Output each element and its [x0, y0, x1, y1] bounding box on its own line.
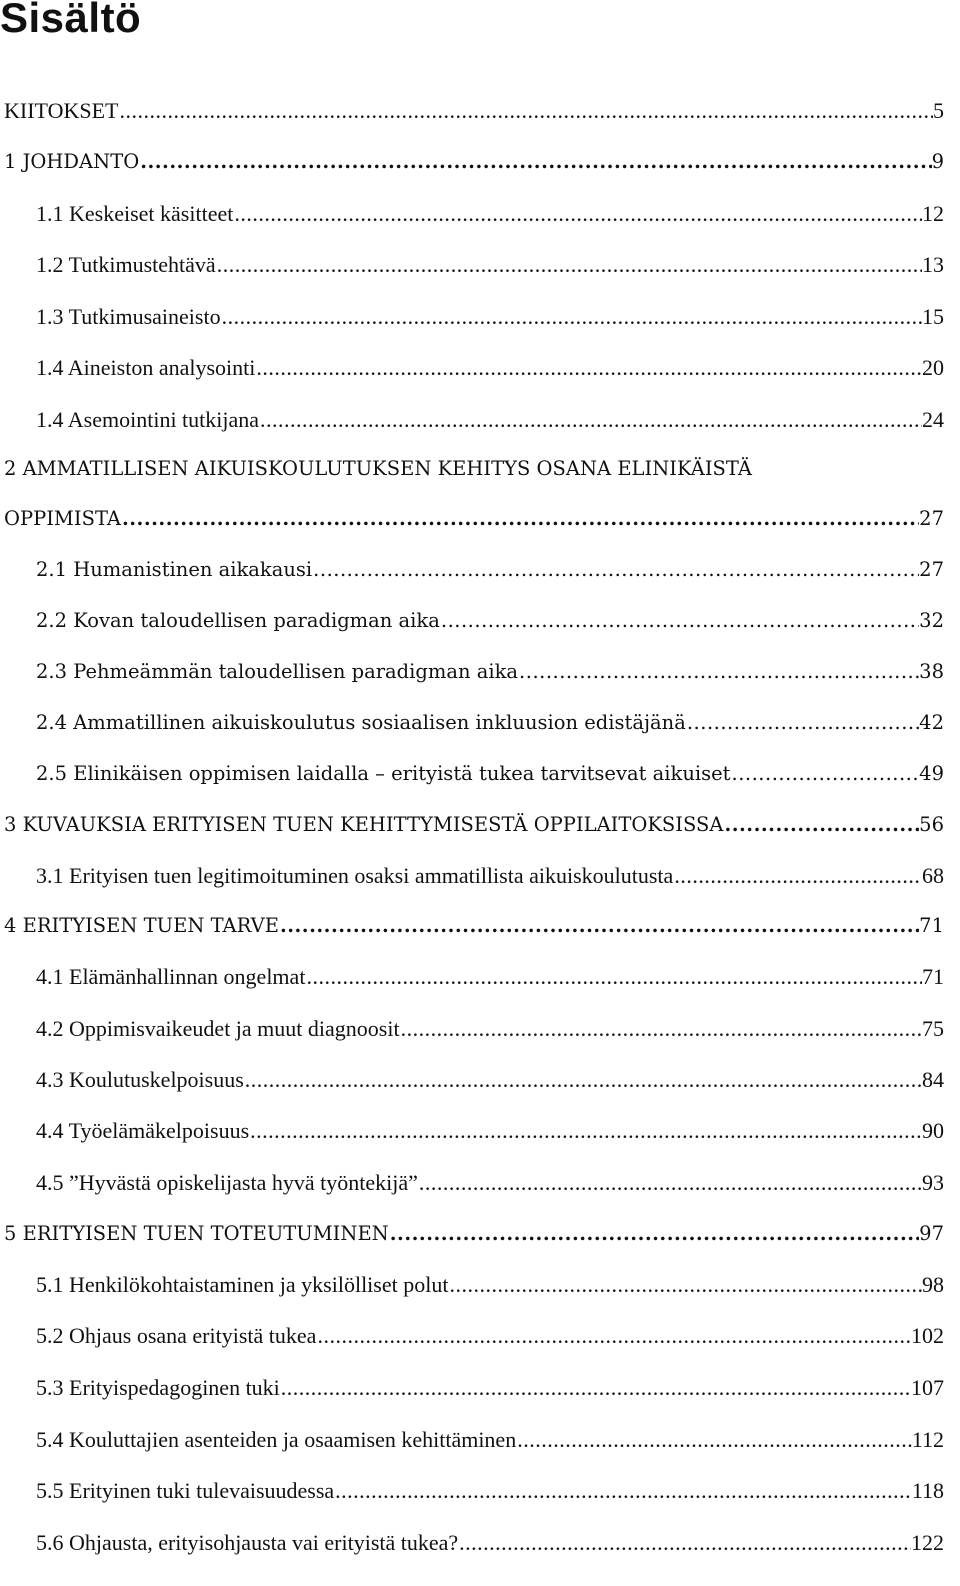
toc-leader-dots — [244, 1063, 922, 1097]
toc-entry-page: 112 — [911, 1427, 944, 1452]
toc-entry[interactable] — [36, 300, 944, 334]
toc-entry-page: 13 — [922, 252, 944, 277]
toc-entry-label: 2 AMMATILLISEN AIKUISKOULUTUKSEN KEHITYS OSANA ELINIKÄISTÄ — [4, 457, 752, 480]
toc-entry[interactable] — [36, 1423, 944, 1457]
toc-entry[interactable] — [36, 1166, 944, 1200]
toc-entry-label: 2.3 Pehmeämmän taloudellisen paradigman aika — [36, 660, 519, 683]
toc-entry-page: 68 — [922, 863, 944, 888]
toc-leader-dots — [279, 909, 919, 943]
toc-entry[interactable] — [36, 403, 944, 437]
toc-entry-page: 15 — [922, 304, 944, 329]
toc-entry-label: 5.3 Erityispedagoginen tuki — [36, 1375, 280, 1400]
toc-entry-page: 49 — [919, 762, 944, 785]
toc-entry-page: 27 — [919, 507, 944, 530]
toc-entry[interactable] — [4, 808, 944, 842]
toc-entry[interactable] — [36, 655, 944, 689]
toc-entry-label: 1.2 Tutkimustehtävä — [36, 252, 216, 277]
toc-entry-label: 2.1 Humanistinen aikakausi — [36, 558, 313, 581]
toc-leader-dots — [305, 960, 922, 994]
toc-entry-label: KIITOKSET — [4, 98, 119, 123]
toc-entry[interactable] — [4, 145, 944, 179]
toc-entry-label: 5 ERITYISEN TUEN TOTEUTUMINEN — [4, 1222, 389, 1245]
toc-leader-dots — [686, 706, 919, 740]
toc-leader-dots — [389, 1217, 919, 1251]
toc-leader-dots — [280, 1371, 911, 1405]
toc-entry-page: 32 — [919, 609, 944, 632]
toc-leader-dots — [418, 1166, 922, 1200]
toc-entry[interactable] — [36, 960, 944, 994]
toc-entry-page: 93 — [922, 1170, 944, 1195]
toc-entry-label: 5.2 Ohjaus osana erityistä tukea — [36, 1323, 317, 1348]
toc-entry-page: 84 — [922, 1067, 944, 1092]
toc-entry[interactable] — [36, 706, 944, 740]
toc-entry-label: 4 ERITYISEN TUEN TARVE — [4, 914, 279, 937]
toc-entry[interactable] — [36, 604, 944, 638]
toc-leader-dots — [448, 1268, 922, 1302]
toc-entry-label: OPPIMISTA — [4, 507, 121, 530]
toc-leader-dots — [139, 145, 931, 179]
toc-entry-label: 4.2 Oppimisvaikeudet ja muut diagnoosit — [36, 1016, 400, 1041]
toc-leader-dots — [221, 300, 922, 334]
toc-entry-page: 56 — [919, 813, 944, 836]
toc-entry-label: 4.1 Elämänhallinnan ongelmat — [36, 964, 306, 989]
toc-entry[interactable] — [36, 1268, 944, 1302]
toc-entry-label: 3.1 Erityisen tuen legitimoituminen osaksi ammatillista aikuiskoulutusta — [36, 863, 674, 888]
toc-entry-label: 1.3 Tutkimusaineisto — [36, 304, 221, 329]
toc-entry-page: 12 — [922, 201, 944, 226]
toc-entry-page: 122 — [911, 1530, 944, 1555]
toc-entry[interactable] — [36, 1371, 944, 1405]
toc-entry[interactable] — [36, 553, 944, 587]
toc-entry-label: 5.6 Ohjausta, erityisohjausta vai erityistä tukea? — [36, 1530, 459, 1555]
toc-entry[interactable] — [36, 248, 944, 282]
toc-entry[interactable] — [36, 1012, 944, 1046]
toc-leader-dots — [516, 1423, 912, 1457]
toc-entry[interactable] — [4, 909, 944, 943]
toc-entry[interactable] — [36, 351, 944, 385]
toc-entry-label: 2.4 Ammatillinen aikuiskoulutus sosiaalisen inkluusion edistäjänä — [36, 711, 686, 734]
toc-entry-label: 1.1 Keskeiset käsitteet — [36, 201, 234, 226]
toc-entry[interactable] — [36, 197, 944, 231]
toc-entry[interactable] — [36, 859, 944, 893]
toc-entry-page: 118 — [911, 1478, 944, 1503]
toc-entry-page: 102 — [911, 1323, 944, 1348]
toc-entry-page: 90 — [922, 1118, 944, 1143]
page-title: Sisältö — [0, 0, 142, 41]
toc-entry-page: 27 — [919, 558, 944, 581]
toc-entry-label: 2.2 Kovan taloudellisen paradigman aika — [36, 609, 440, 632]
toc-entry[interactable] — [36, 1114, 944, 1148]
toc-entry[interactable] — [36, 1474, 944, 1508]
toc-entry-label: 5.5 Erityinen tuki tulevaisuudessa — [36, 1478, 335, 1503]
toc-entry-label: 1.4 Aineiston analysointi — [36, 355, 256, 380]
toc-entry-page: 24 — [922, 407, 944, 432]
toc-entry[interactable] — [36, 1319, 944, 1353]
toc-entry-page: 20 — [922, 355, 944, 380]
toc-entry-page: 71 — [922, 964, 944, 989]
toc-entry-page: 38 — [919, 660, 944, 683]
toc-entry-page: 75 — [922, 1016, 944, 1041]
toc-entry-page: 42 — [919, 711, 944, 734]
toc-entry-page: 98 — [922, 1272, 944, 1297]
toc-entry-label: 2.5 Elinikäisen oppimisen laidalla – erityistä tukea tarvitsevat aikuiset — [36, 762, 731, 785]
toc-leader-dots — [731, 757, 920, 791]
toc-leader-dots — [233, 197, 922, 231]
toc-entry-label: 4.5 ”Hyvästä opiskelijasta hyvä työntekijä” — [36, 1170, 418, 1195]
toc-entry-page: 107 — [911, 1375, 944, 1400]
toc-leader-dots — [216, 248, 922, 282]
toc-leader-dots — [673, 859, 922, 893]
toc-leader-dots — [723, 808, 919, 842]
toc-entry-label: 5.1 Henkilökohtaistaminen ja yksilölliset polut — [36, 1272, 449, 1297]
toc-entry-label: 3 KUVAUKSIA ERITYISEN TUEN KEHITTYMISESTÄ OPPILAITOKSISSA — [4, 813, 724, 836]
toc-leader-dots — [255, 351, 922, 385]
toc-leader-dots — [334, 1474, 912, 1508]
toc-entry[interactable] — [36, 757, 944, 791]
toc-entry[interactable] — [36, 1063, 944, 1097]
toc-entry[interactable] — [4, 1217, 944, 1251]
toc-entry[interactable] — [4, 94, 944, 128]
toc-leader-dots — [458, 1526, 911, 1560]
toc-entry-label: 1 JOHDANTO — [4, 150, 140, 173]
toc-entry-label: 1.4 Asemointini tutkijana — [36, 407, 260, 432]
toc-entry-label: 4.4 Työelämäkelpoisuus — [36, 1118, 250, 1143]
toc-leader-dots — [518, 655, 919, 689]
toc-entry-label: 4.3 Koulutuskelpoisuus — [36, 1067, 244, 1092]
toc-leader-dots — [249, 1114, 922, 1148]
toc-entry-page: 97 — [919, 1222, 944, 1245]
toc-leader-dots — [440, 604, 919, 638]
toc-leader-dots — [259, 403, 922, 437]
toc-leader-dots — [316, 1319, 911, 1353]
toc-entry[interactable] — [36, 1526, 944, 1560]
toc-entry[interactable] — [4, 452, 752, 486]
toc-leader-dots — [118, 94, 933, 128]
toc-entry-page: 9 — [931, 150, 944, 173]
toc-entry-label: 5.4 Kouluttajien asenteiden ja osaamisen kehittäminen — [36, 1427, 517, 1452]
toc-leader-dots — [312, 553, 919, 587]
toc-entry[interactable] — [4, 502, 944, 536]
toc-entry-page: 5 — [933, 98, 944, 123]
toc-entry-page: 71 — [919, 914, 944, 937]
toc-leader-dots — [121, 502, 919, 536]
toc-leader-dots — [400, 1012, 922, 1046]
